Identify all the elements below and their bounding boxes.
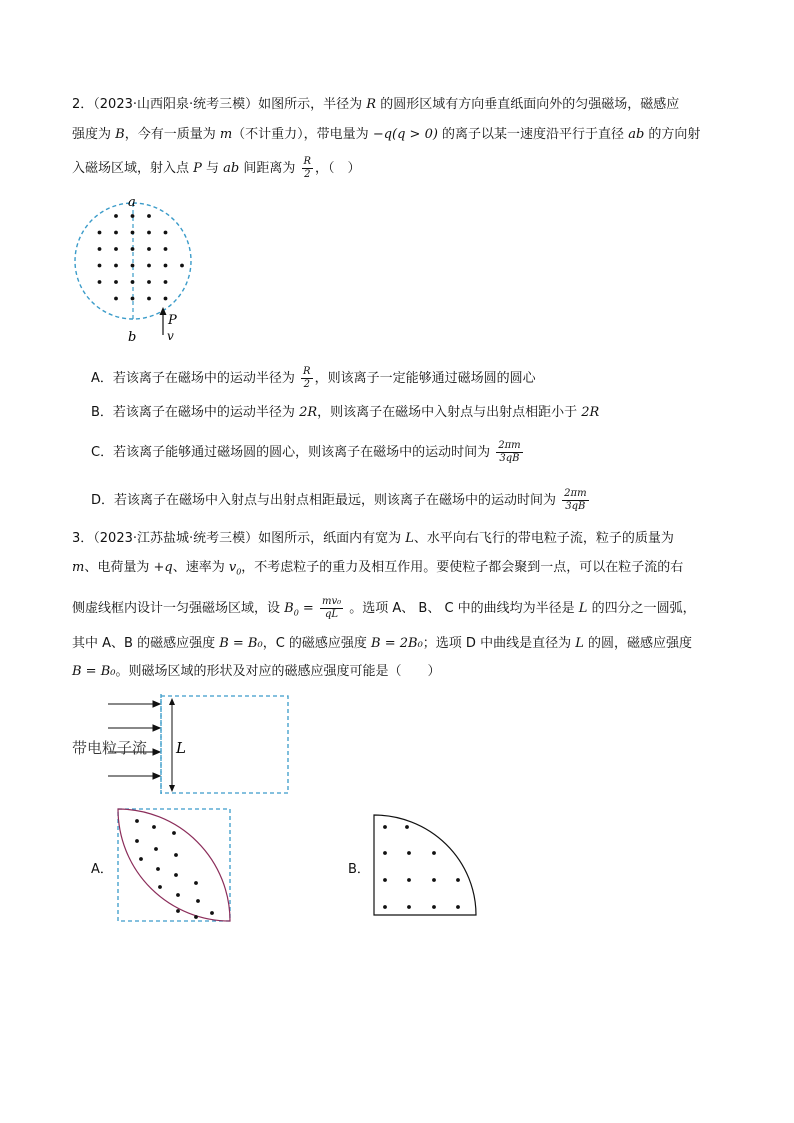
width-symbol: L [575,636,584,651]
q3-text: 侧虚线框内设计一匀强磁场区域，设 [72,601,285,616]
field-dot [383,878,387,882]
option-text: ，则该离子在磁场中入射点与出射点相距小于 [317,405,582,420]
q3-text: 的四分之一圆弧， [587,601,696,616]
q2-text: 强度为 [72,127,116,142]
option-b-label[interactable]: B． [348,862,370,877]
q3-line-1 [72,530,674,548]
equals-sign: = [298,601,318,616]
option-text: ，则该离子一定能够通过磁场圆的圆心 [314,371,536,386]
field-dot [456,905,460,909]
q2-point-symbol: P [193,161,202,176]
q3-text: ；选项 D 中曲线是直径为 [422,636,576,651]
speed-symbol [229,560,241,575]
field-dot [156,867,160,871]
q2-fraction-r-over-2 [302,156,314,181]
speed-subscript: 0 [236,567,242,577]
q2-text: 的圆形区域有方向垂直纸面向外的匀强磁场，磁感应 [376,97,680,112]
field-dot [147,231,151,235]
field-dot [196,899,200,903]
field-dot [98,280,102,284]
charge-symbol: +q [153,560,173,575]
field-dot [152,825,156,829]
field-equation-d: B = B₀ [72,664,116,679]
q2-charge-expression: −q(q > 0) [372,127,438,142]
field-dot [432,851,436,855]
q2-diameter-symbol: ab [628,127,645,142]
q2-text: ，（ ） [315,161,361,176]
q2-text: ，今有一质量为 [124,127,220,142]
b0-fraction [320,596,343,621]
field-equation-a: B = B₀ [219,636,263,651]
fraction-denominator: 2 [303,379,310,390]
option-b-figure[interactable] [372,813,482,917]
q2-text: （不计重力），带电量为 [232,127,373,142]
option-d-fraction [562,488,588,513]
option-a-label[interactable]: A． [91,862,113,877]
field-dot [383,851,387,855]
fraction-numerator: R [303,156,312,167]
field-dot [176,893,180,897]
field-dot [210,911,214,915]
field-dot [147,247,151,251]
field-dot [131,297,135,301]
field-dot [114,280,118,284]
field-dot [432,878,436,882]
option-a-box [118,809,230,921]
field-dot [194,881,198,885]
particle-stream-label: 带电粒子流 [72,739,148,757]
option-text: B．若该离子在磁场中的运动半径为 [91,405,300,420]
field-dot [114,214,118,218]
q2-option-d[interactable] [91,488,591,513]
point-p-label: P [168,313,177,328]
point-a-label: a [128,195,136,210]
option-c-fraction [496,440,522,465]
option-a-figure[interactable] [116,807,236,923]
q2-circle-figure [70,195,210,345]
q2-text: 的离子以某一速度沿平行于直径 [437,127,629,142]
option-text: A．若该离子在磁场中的运动半径为 [91,371,300,386]
fraction-denominator: 3qB [499,453,520,464]
q2-text: 的方向射 [644,127,701,142]
field-dot [147,280,151,284]
mass-symbol: m [72,560,85,575]
field-dot [98,247,102,251]
q2-field-symbol: B [115,127,125,142]
q2-text: 入磁场区域，射入点 [72,161,194,176]
q3-text: ，不考虑粒子的重力及相互作用。要使粒子都会聚到一点，可以在粒子流的右 [241,560,684,575]
q2-option-a[interactable] [91,366,536,391]
option-math: 2R [581,405,600,420]
q2-option-c[interactable] [91,440,525,465]
q3-line-2 [72,559,683,582]
q2-radius-symbol: R [366,97,377,112]
q2-line-1 [72,96,679,114]
q3-text: 、速率为 [172,560,229,575]
option-text: C．若该离子能够通过磁场圆的圆心，则该离子在磁场中的运动时间为 [91,445,495,460]
speed-letter: v [228,560,237,575]
q2-text: 与 [201,161,224,176]
fraction-denominator: 3qB [565,501,586,512]
width-symbol: L [405,531,414,546]
field-dot [456,878,460,882]
field-dot [174,853,178,857]
fraction-numerator: mv₀ [321,596,342,607]
width-label: L [176,739,186,757]
q3-text: 、电荷量为 [84,560,154,575]
field-dot [407,905,411,909]
fraction-denominator: qL [325,609,339,620]
q3-text: 。则磁场区域的形状及对应的磁感应强度可能是（ ） [115,664,441,679]
field-dot [147,214,151,218]
field-dot [114,231,118,235]
field-dot [147,297,151,301]
field-dot [164,264,168,268]
field-dot [139,857,143,861]
dimension-arrow-top [169,698,175,705]
q2-line-2 [72,126,700,144]
b0-letter: B [284,601,294,616]
field-dots [98,214,184,300]
fraction-numerator: R [303,366,311,377]
field-dot [131,247,135,251]
q2-mass-symbol: m [219,127,233,142]
option-a-fraction [301,366,313,391]
field-dot [98,264,102,268]
field-dot [164,247,168,251]
field-dot [174,873,178,877]
field-dot [135,839,139,843]
field-dot [432,905,436,909]
option-b-field-dots [383,825,460,909]
q3-text: 其中 A、B 的磁感应强度 [72,636,220,651]
q2-diameter-symbol: ab [223,161,240,176]
field-dot [194,915,198,919]
field-dot [114,264,118,268]
q3-line-4 [72,635,692,653]
field-dot [98,231,102,235]
field-dot [154,847,158,851]
q2-option-b[interactable] [91,404,599,422]
field-dot [405,825,409,829]
field-dot [114,247,118,251]
option-a-lens-arcs [118,809,230,921]
field-dot [164,280,168,284]
q3-text: ，C 的磁感应强度 [262,636,372,651]
width-symbol: L [578,601,588,616]
field-dot [383,905,387,909]
q3-line-5 [72,663,441,681]
velocity-arrow-head [160,307,167,315]
field-equation-c: B = 2B₀ [371,636,423,651]
field-dot [407,851,411,855]
field-dot [135,819,139,823]
field-dot [407,878,411,882]
field-dot [172,831,176,835]
dimension-arrow-bottom [169,785,175,792]
b0-symbol [284,601,299,616]
field-dot [164,297,168,301]
q3-stream-figure [70,690,300,800]
field-dot [147,264,151,268]
option-b-quarter-circle [374,815,476,915]
field-dot [164,231,168,235]
b0-subscript: 0 [293,608,299,618]
point-b-label: b [128,330,137,345]
option-text: D．若该离子在磁场中入射点与出射点相距最远，则该离子在磁场中的运动时间为 [91,493,561,508]
field-dot [158,885,162,889]
q2-text: 间距离为 [239,161,300,176]
q3-text: 3．（2023·江苏盐城·统考三模）如图所示，纸面内有宽为 [72,531,406,546]
option-math: 2R [299,405,318,420]
field-dot [131,280,135,284]
q3-text: 、水平向右飞行的带电粒子流，粒子的质量为 [413,531,674,546]
q3-text: 。选项 A、 B、 C 中的曲线均为半径是 [345,601,579,616]
q3-text: 的圆，磁感应强度 [583,636,692,651]
field-dot [131,264,135,268]
option-a-field-dots [135,819,214,919]
q2-text: 2．（2023·山西阳泉·统考三模）如图所示，半径为 [72,97,367,112]
velocity-label: v [167,329,174,343]
fraction-numerator: 2πm [498,440,521,451]
fraction-denominator: 2 [304,169,311,180]
field-dot [131,214,135,218]
field-dot [114,297,118,301]
field-dot [131,231,135,235]
field-dot [176,909,180,913]
q3-line-3 [72,596,696,623]
fraction-numerator: 2πm [564,488,587,499]
q2-line-3 [72,156,361,181]
field-dot [383,825,387,829]
field-dot [180,264,184,268]
